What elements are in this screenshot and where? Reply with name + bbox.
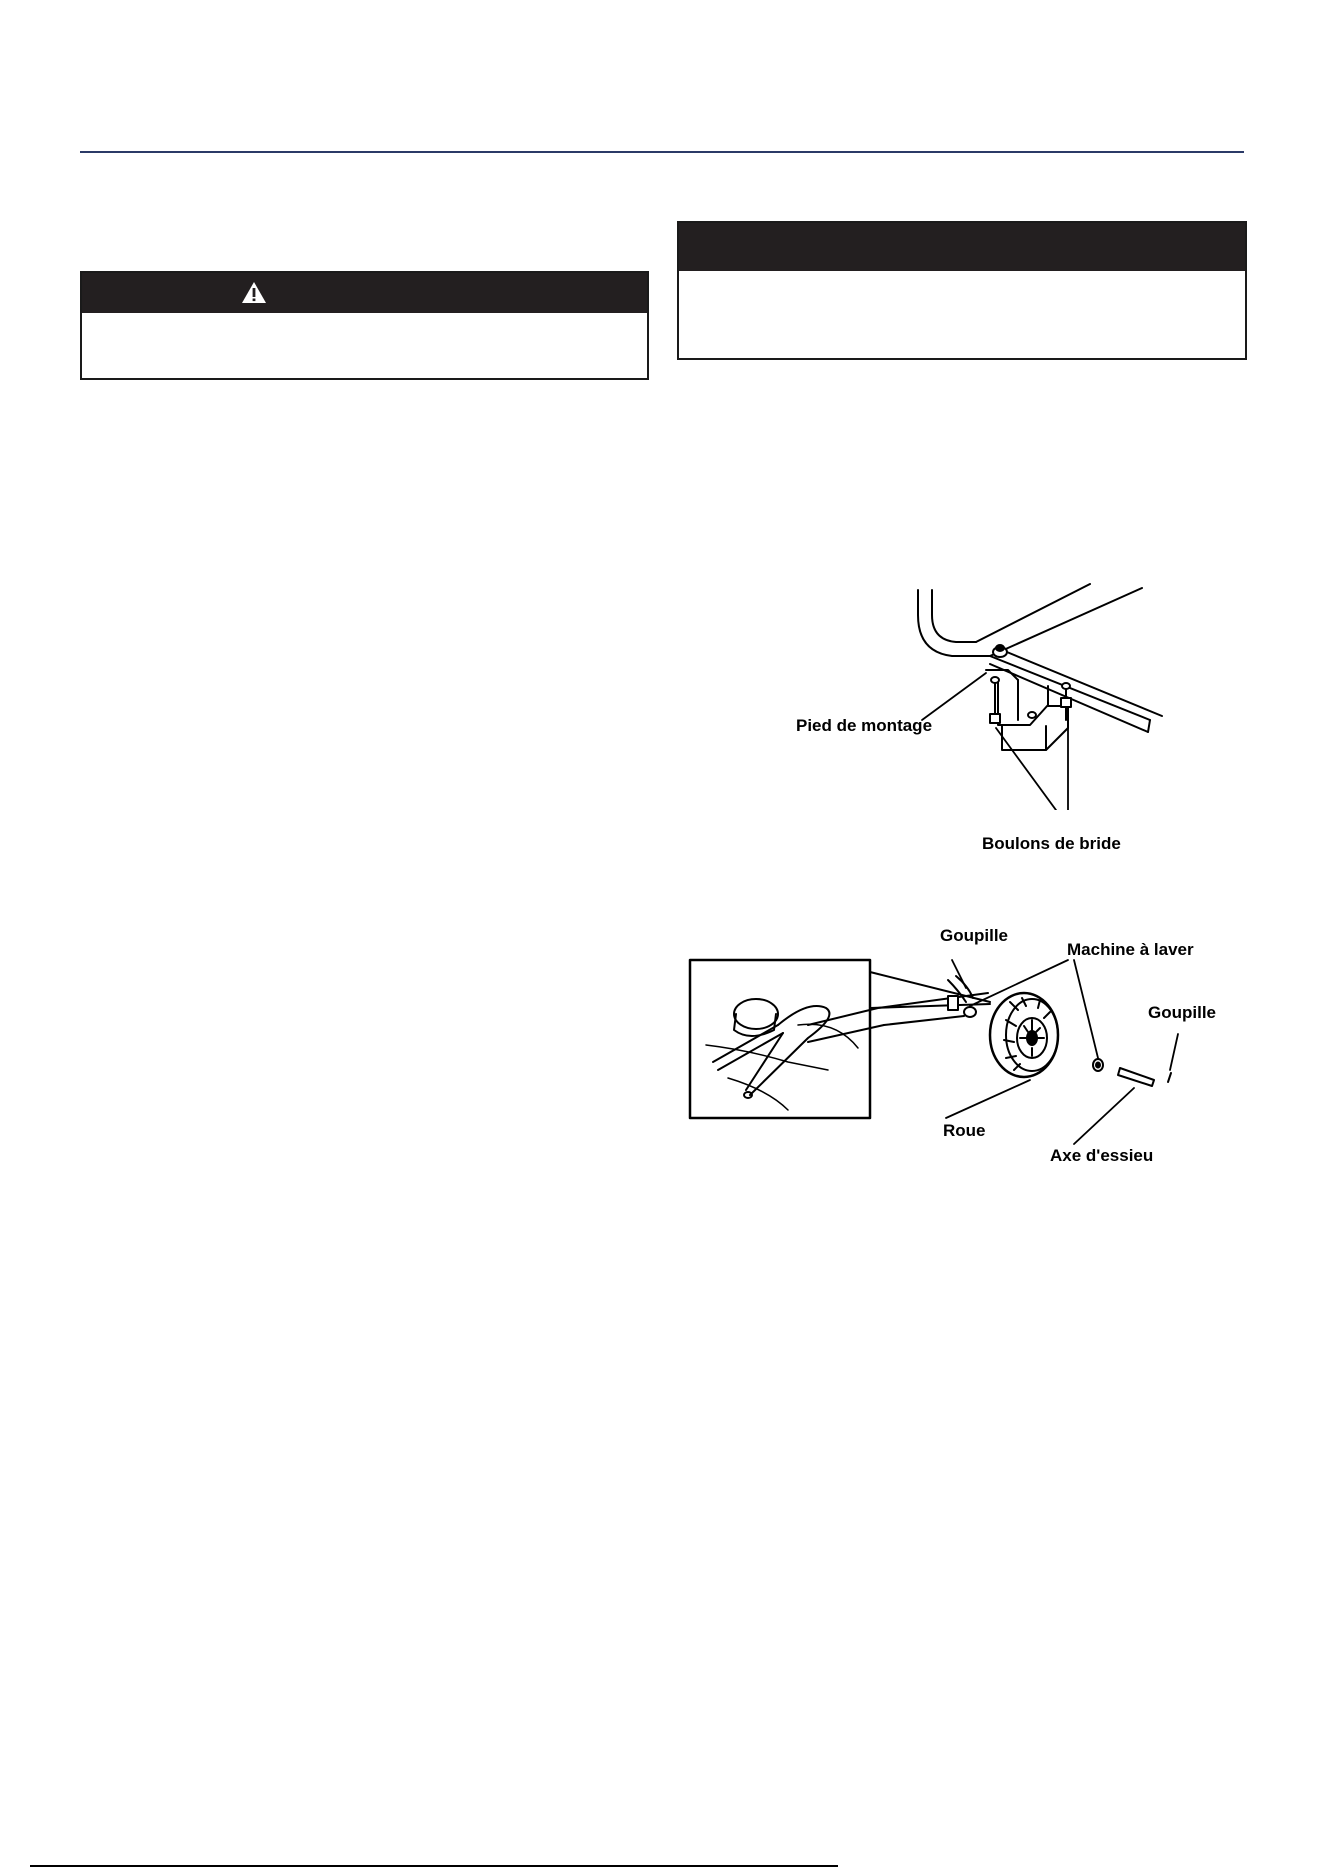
footer-rule xyxy=(30,1865,838,1867)
warning-header-left xyxy=(82,273,647,313)
label-pin-top: Goupille xyxy=(940,926,1008,945)
header-rule xyxy=(80,151,1244,153)
label-washer: Machine à laver xyxy=(1067,940,1194,959)
warning-triangle-icon xyxy=(240,280,268,305)
mounting-foot-illustration xyxy=(790,570,1170,810)
wheel-assembly-illustration xyxy=(688,930,1248,1180)
warning-box-left xyxy=(80,271,649,380)
warning-header-right xyxy=(679,223,1245,271)
label-mounting-foot: Pied de montage xyxy=(796,716,933,735)
label-wheel: Roue xyxy=(943,1121,986,1140)
label-axle: Axe d'essieu xyxy=(1050,1146,1154,1165)
label-pin-right: Goupille xyxy=(1148,1003,1216,1022)
label-flange-bolts: Boulons de bride xyxy=(982,834,1121,853)
warning-box-right xyxy=(677,221,1247,360)
